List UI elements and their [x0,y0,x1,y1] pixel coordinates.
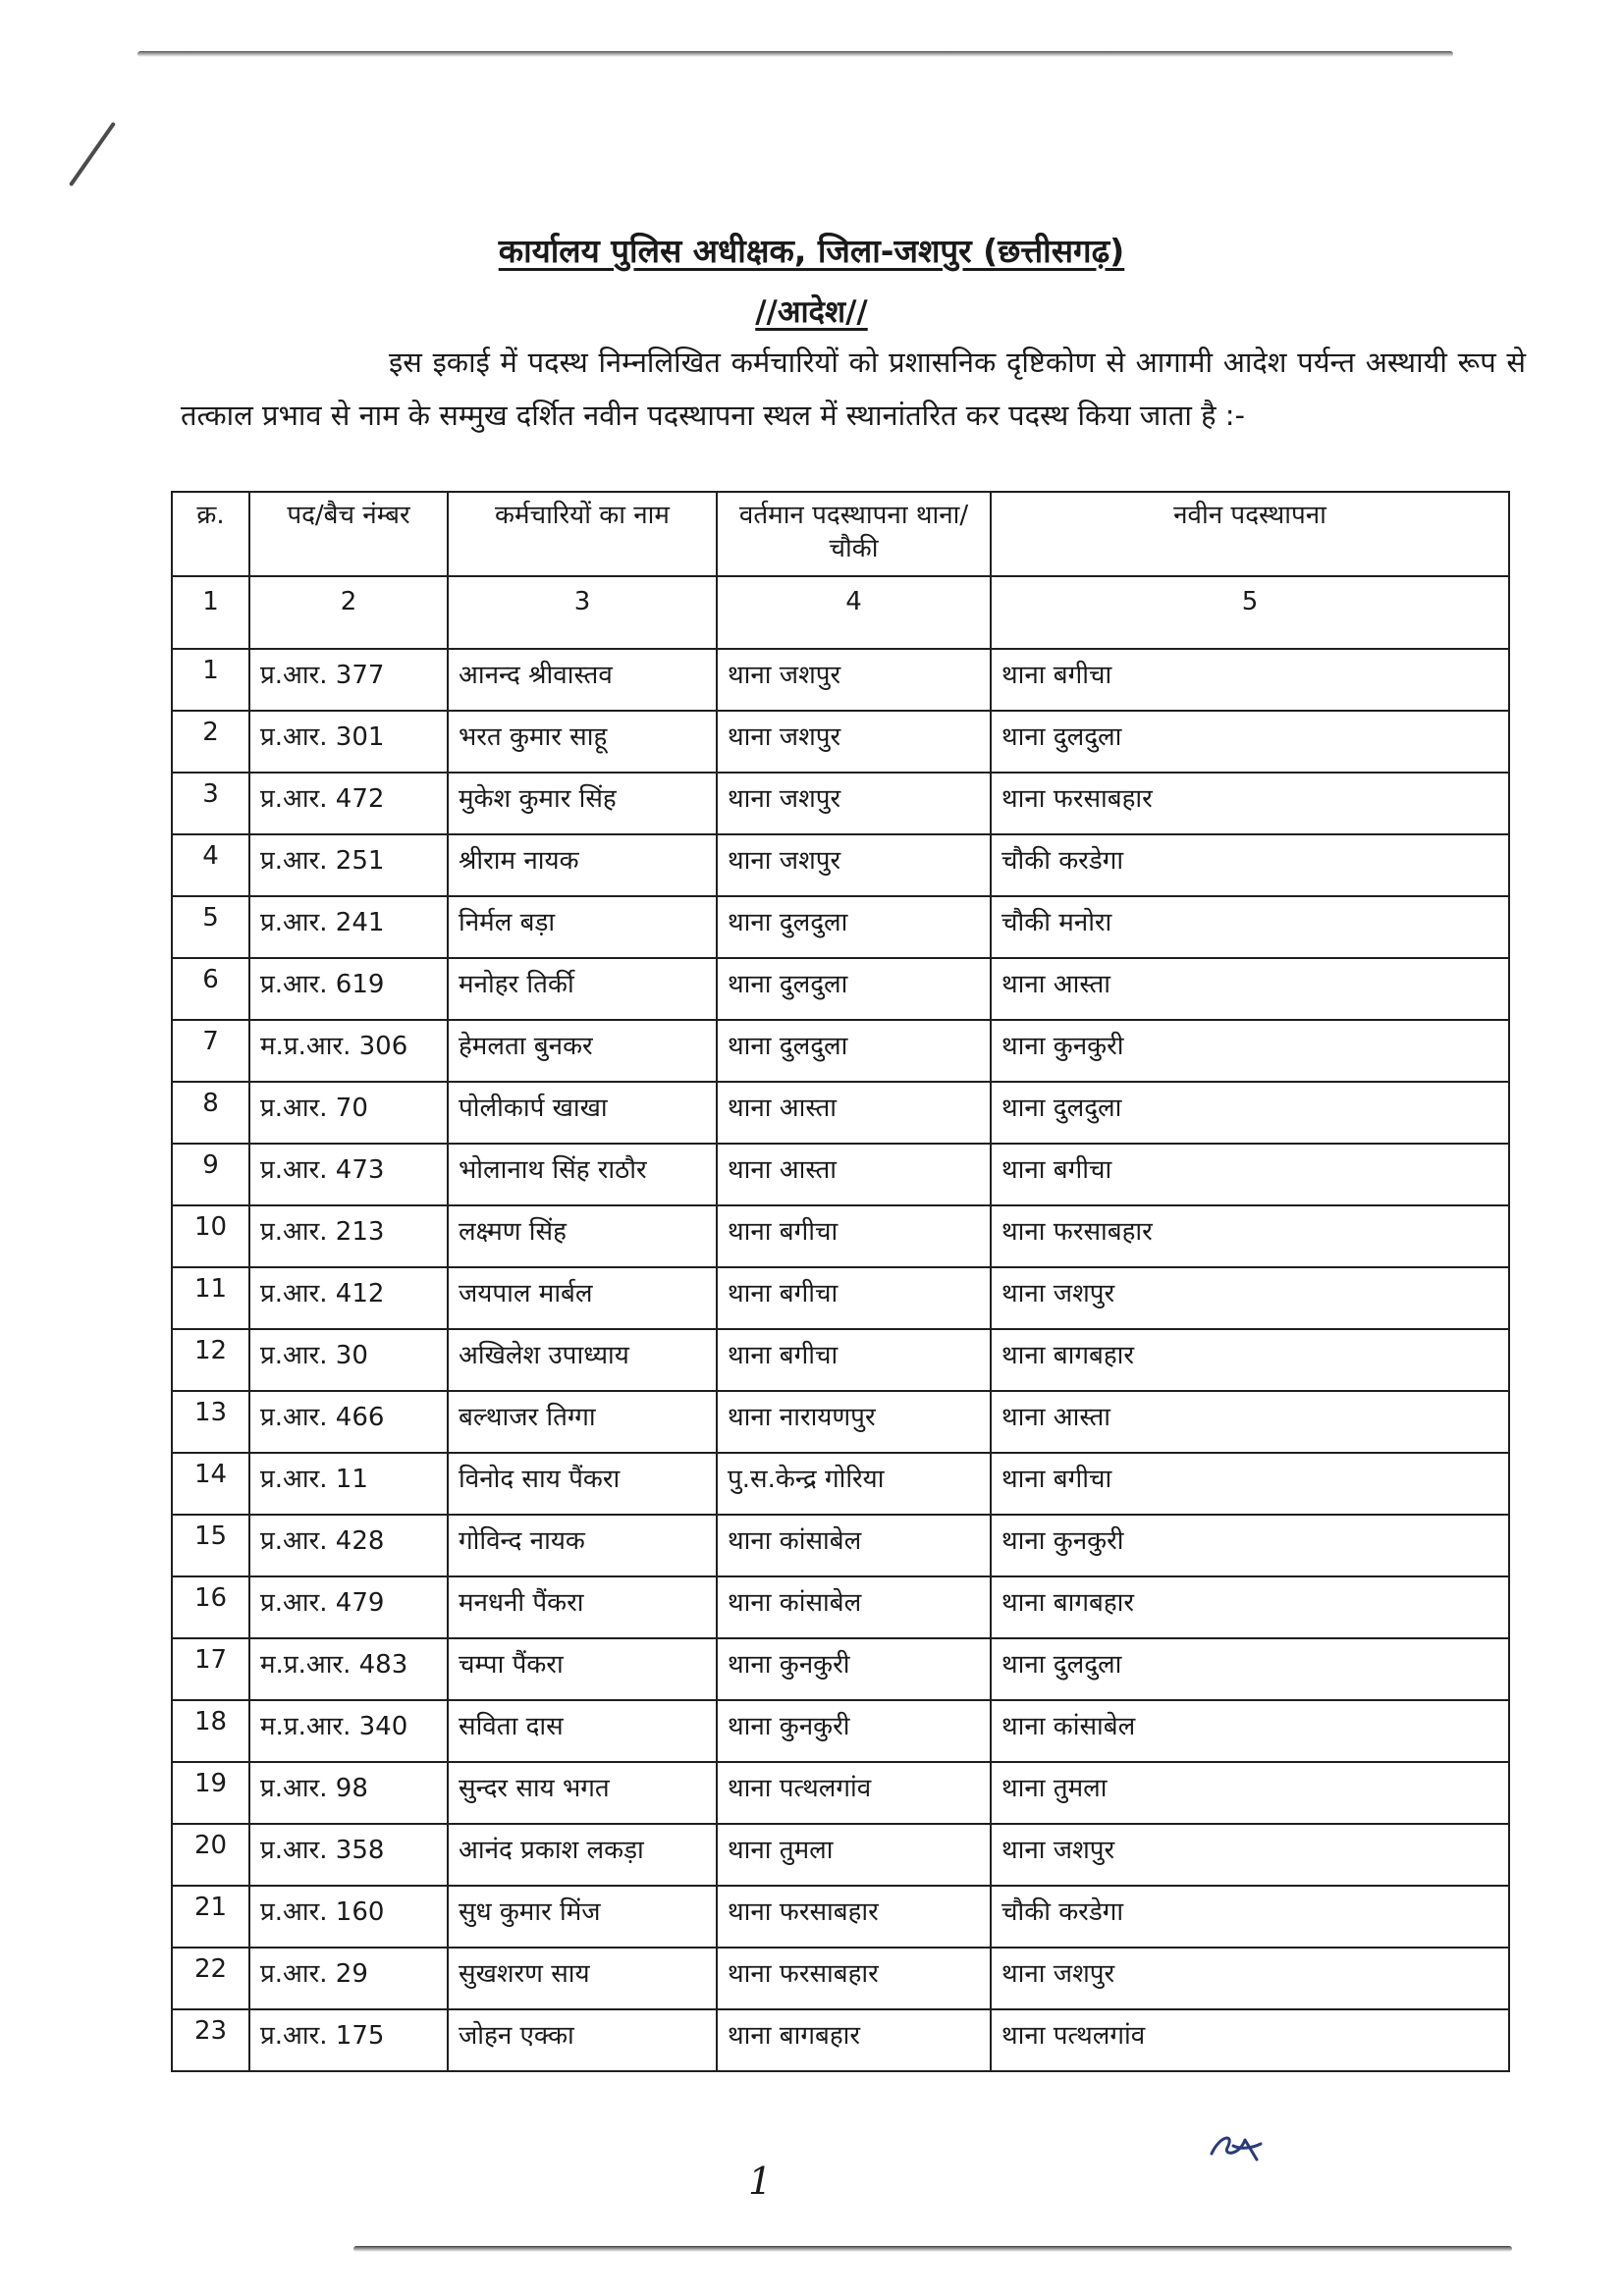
current-posting-cell: थाना बागबहार [717,2009,991,2071]
current-posting-cell: थाना फरसाबहार [717,1948,991,2009]
current-posting-cell: थाना कांसाबेल [717,1515,991,1576]
table-row [172,1391,1509,1453]
table-row [172,1515,1509,1576]
office-title [0,228,1623,272]
serial-cell: 1 [172,649,249,711]
current-posting-cell: थाना दुलदुला [717,1020,991,1082]
rank-badge-cell: प्र.आर. 428 [249,1515,448,1576]
new-posting-cell: चौकी करडेगा [991,1886,1509,1948]
table-row [172,711,1509,773]
table-row [172,1020,1509,1082]
current-posting-cell: पु.स.केन्द्र गोरिया [717,1453,991,1515]
rank-badge-cell: प्र.आर. 70 [249,1082,448,1144]
employee-name-cell: चम्पा पैंकरा [448,1638,717,1700]
current-posting-cell: थाना जशपुर [717,711,991,773]
serial-cell: 23 [172,2009,249,2071]
current-posting-cell: थाना जशपुर [717,649,991,711]
rank-badge-cell: म.प्र.आर. 306 [249,1020,448,1082]
column-header: पद/बैच नंम्बर [249,492,448,576]
page-number: 1 [748,2160,773,2203]
employee-name-cell: विनोद साय पैंकरा [448,1453,717,1515]
handwritten-initials [1206,2126,1267,2165]
current-posting-cell: थाना आस्ता [717,1082,991,1144]
table-row [172,773,1509,834]
rank-badge-cell: प्र.आर. 30 [249,1329,448,1391]
table-row [172,1824,1509,1886]
new-posting-cell: थाना बागबहार [991,1576,1509,1638]
new-posting-cell: थाना कुनकुरी [991,1515,1509,1576]
employee-name-cell: सुखशरण साय [448,1948,717,2009]
table-row [172,649,1509,711]
new-posting-cell: थाना बगीचा [991,1453,1509,1515]
current-posting-cell: थाना दुलदुला [717,958,991,1020]
current-posting-cell: थाना कुनकुरी [717,1638,991,1700]
table-row [172,1700,1509,1762]
table-row [172,1329,1509,1391]
current-posting-cell: थाना फरसाबहार [717,1886,991,1948]
table-row [172,1144,1509,1205]
rank-badge-cell: प्र.आर. 213 [249,1205,448,1267]
serial-cell: 15 [172,1515,249,1576]
current-posting-cell: थाना नारायणपुर [717,1391,991,1453]
new-posting-cell: थाना पत्थलगांव [991,2009,1509,2071]
column-header: क्र. [172,492,249,576]
current-posting-cell: थाना दुलदुला [717,896,991,958]
serial-cell: 7 [172,1020,249,1082]
current-posting-cell: थाना बगीचा [717,1329,991,1391]
rank-badge-cell: प्र.आर. 98 [249,1762,448,1824]
current-posting-cell: थाना आस्ता [717,1144,991,1205]
office-title-text: कार्यालय पुलिस अधीक्षक, जिला-जशपुर (छत्तीसगढ़) [498,232,1125,270]
column-number-cell: 2 [249,576,448,649]
rank-badge-cell: प्र.आर. 472 [249,773,448,834]
new-posting-cell: थाना दुलदुला [991,711,1509,773]
rank-badge-cell: म.प्र.आर. 340 [249,1700,448,1762]
current-posting-cell: थाना कांसाबेल [717,1576,991,1638]
order-title [0,291,1623,332]
rank-badge-cell: प्र.आर. 160 [249,1886,448,1948]
column-number-cell: 1 [172,576,249,649]
employee-name-cell: सुध कुमार मिंज [448,1886,717,1948]
table-row [172,1576,1509,1638]
current-posting-cell: थाना बगीचा [717,1205,991,1267]
current-posting-cell: थाना पत्थलगांव [717,1762,991,1824]
rank-badge-cell: प्र.आर. 466 [249,1391,448,1453]
rank-badge-cell: प्र.आर. 175 [249,2009,448,2071]
rank-badge-cell: प्र.आर. 412 [249,1267,448,1329]
employee-name-cell: लक्ष्मण सिंह [448,1205,717,1267]
scan-bottom-edge-shadow [353,2246,1512,2252]
serial-cell: 22 [172,1948,249,2009]
employee-name-cell: हेमलता बुनकर [448,1020,717,1082]
table-row [172,1205,1509,1267]
serial-cell: 3 [172,773,249,834]
new-posting-cell: थाना दुलदुला [991,1638,1509,1700]
employee-name-cell: सुन्दर साय भगत [448,1762,717,1824]
column-number-cell: 4 [717,576,991,649]
new-posting-cell: थाना फरसाबहार [991,773,1509,834]
table-row [172,1082,1509,1144]
table-row [172,1886,1509,1948]
column-number-cell: 3 [448,576,717,649]
employee-name-cell: सविता दास [448,1700,717,1762]
transfer-table [171,491,1510,2072]
table-header-row [172,492,1509,576]
table-row [172,834,1509,896]
rank-badge-cell: प्र.आर. 473 [249,1144,448,1205]
serial-cell: 11 [172,1267,249,1329]
serial-cell: 19 [172,1762,249,1824]
serial-cell: 8 [172,1082,249,1144]
employee-name-cell: आनंद प्रकाश लकड़ा [448,1824,717,1886]
serial-cell: 20 [172,1824,249,1886]
employee-name-cell: भोलानाथ सिंह राठौर [448,1144,717,1205]
table-row [172,1948,1509,2009]
rank-badge-cell: प्र.आर. 377 [249,649,448,711]
serial-cell: 18 [172,1700,249,1762]
current-posting-cell: थाना कुनकुरी [717,1700,991,1762]
serial-cell: 6 [172,958,249,1020]
rank-badge-cell: प्र.आर. 29 [249,1948,448,2009]
rank-badge-cell: प्र.आर. 11 [249,1453,448,1515]
new-posting-cell: थाना बगीचा [991,649,1509,711]
current-posting-cell: थाना बगीचा [717,1267,991,1329]
serial-cell: 2 [172,711,249,773]
new-posting-cell: थाना कुनकुरी [991,1020,1509,1082]
employee-name-cell: मनोहर तिर्की [448,958,717,1020]
employee-name-cell: आनन्द श्रीवास्तव [448,649,717,711]
column-header: वर्तमान पदस्थापना थाना/चौकी [717,492,991,576]
new-posting-cell: थाना बगीचा [991,1144,1509,1205]
column-number-cell: 5 [991,576,1509,649]
employee-name-cell: निर्मल बड़ा [448,896,717,958]
table-row [172,1453,1509,1515]
rank-badge-cell: प्र.आर. 479 [249,1576,448,1638]
rank-badge-cell: प्र.आर. 358 [249,1824,448,1886]
column-number-row [172,576,1509,649]
rank-badge-cell: म.प्र.आर. 483 [249,1638,448,1700]
employee-name-cell: भरत कुमार साहू [448,711,717,773]
pen-mark [69,122,116,187]
order-title-text: //आदेश// [755,294,868,330]
new-posting-cell: थाना बागबहार [991,1329,1509,1391]
rank-badge-cell: प्र.आर. 241 [249,896,448,958]
employee-name-cell: श्रीराम नायक [448,834,717,896]
employee-name-cell: मुकेश कुमार सिंह [448,773,717,834]
new-posting-cell: चौकी करडेगा [991,834,1509,896]
serial-cell: 9 [172,1144,249,1205]
serial-cell: 13 [172,1391,249,1453]
table-row [172,2009,1509,2071]
new-posting-cell: थाना जशपुर [991,1948,1509,2009]
new-posting-cell: थाना दुलदुला [991,1082,1509,1144]
column-header: कर्मचारियों का नाम [448,492,717,576]
current-posting-cell: थाना तुमला [717,1824,991,1886]
employee-name-cell: पोलीकार्प खाखा [448,1082,717,1144]
new-posting-cell: थाना फरसाबहार [991,1205,1509,1267]
new-posting-cell: थाना कांसाबेल [991,1700,1509,1762]
rank-badge-cell: प्र.आर. 301 [249,711,448,773]
new-posting-cell: चौकी मनोरा [991,896,1509,958]
rank-badge-cell: प्र.आर. 251 [249,834,448,896]
new-posting-cell: थाना आस्ता [991,958,1509,1020]
table-row [172,1267,1509,1329]
employee-name-cell: मनधनी पैंकरा [448,1576,717,1638]
current-posting-cell: थाना जशपुर [717,773,991,834]
new-posting-cell: थाना आस्ता [991,1391,1509,1453]
serial-cell: 17 [172,1638,249,1700]
scan-top-edge-shadow [137,51,1453,57]
table-row [172,896,1509,958]
serial-cell: 4 [172,834,249,896]
current-posting-cell: थाना जशपुर [717,834,991,896]
column-header: नवीन पदस्थापना [991,492,1509,576]
serial-cell: 14 [172,1453,249,1515]
rank-badge-cell: प्र.आर. 619 [249,958,448,1020]
serial-cell: 5 [172,896,249,958]
serial-cell: 21 [172,1886,249,1948]
table-row [172,1762,1509,1824]
employee-name-cell: जयपाल मार्बल [448,1267,717,1329]
serial-cell: 16 [172,1576,249,1638]
intro-paragraph: इस इकाई में पदस्थ निम्नलिखित कर्मचारियों को प्रशासनिक दृष्टिकोण से आगामी आदेश पर्यन्त अस्थायी रूप से तत्काल प्रभाव से नाम के सम्मुख दर्शित नवीन पदस्थापना स्थल में स्थानांतरित कर पदस्थ किया जाता है :- [181,346,1526,432]
employee-name-cell: जोहन एक्का [448,2009,717,2071]
table-row [172,1638,1509,1700]
employee-name-cell: बल्थाजर तिग्गा [448,1391,717,1453]
employee-name-cell: अखिलेश उपाध्याय [448,1329,717,1391]
new-posting-cell: थाना जशपुर [991,1824,1509,1886]
table-row [172,958,1509,1020]
serial-cell: 10 [172,1205,249,1267]
employee-name-cell: गोविन्द नायक [448,1515,717,1576]
new-posting-cell: थाना तुमला [991,1762,1509,1824]
serial-cell: 12 [172,1329,249,1391]
new-posting-cell: थाना जशपुर [991,1267,1509,1329]
